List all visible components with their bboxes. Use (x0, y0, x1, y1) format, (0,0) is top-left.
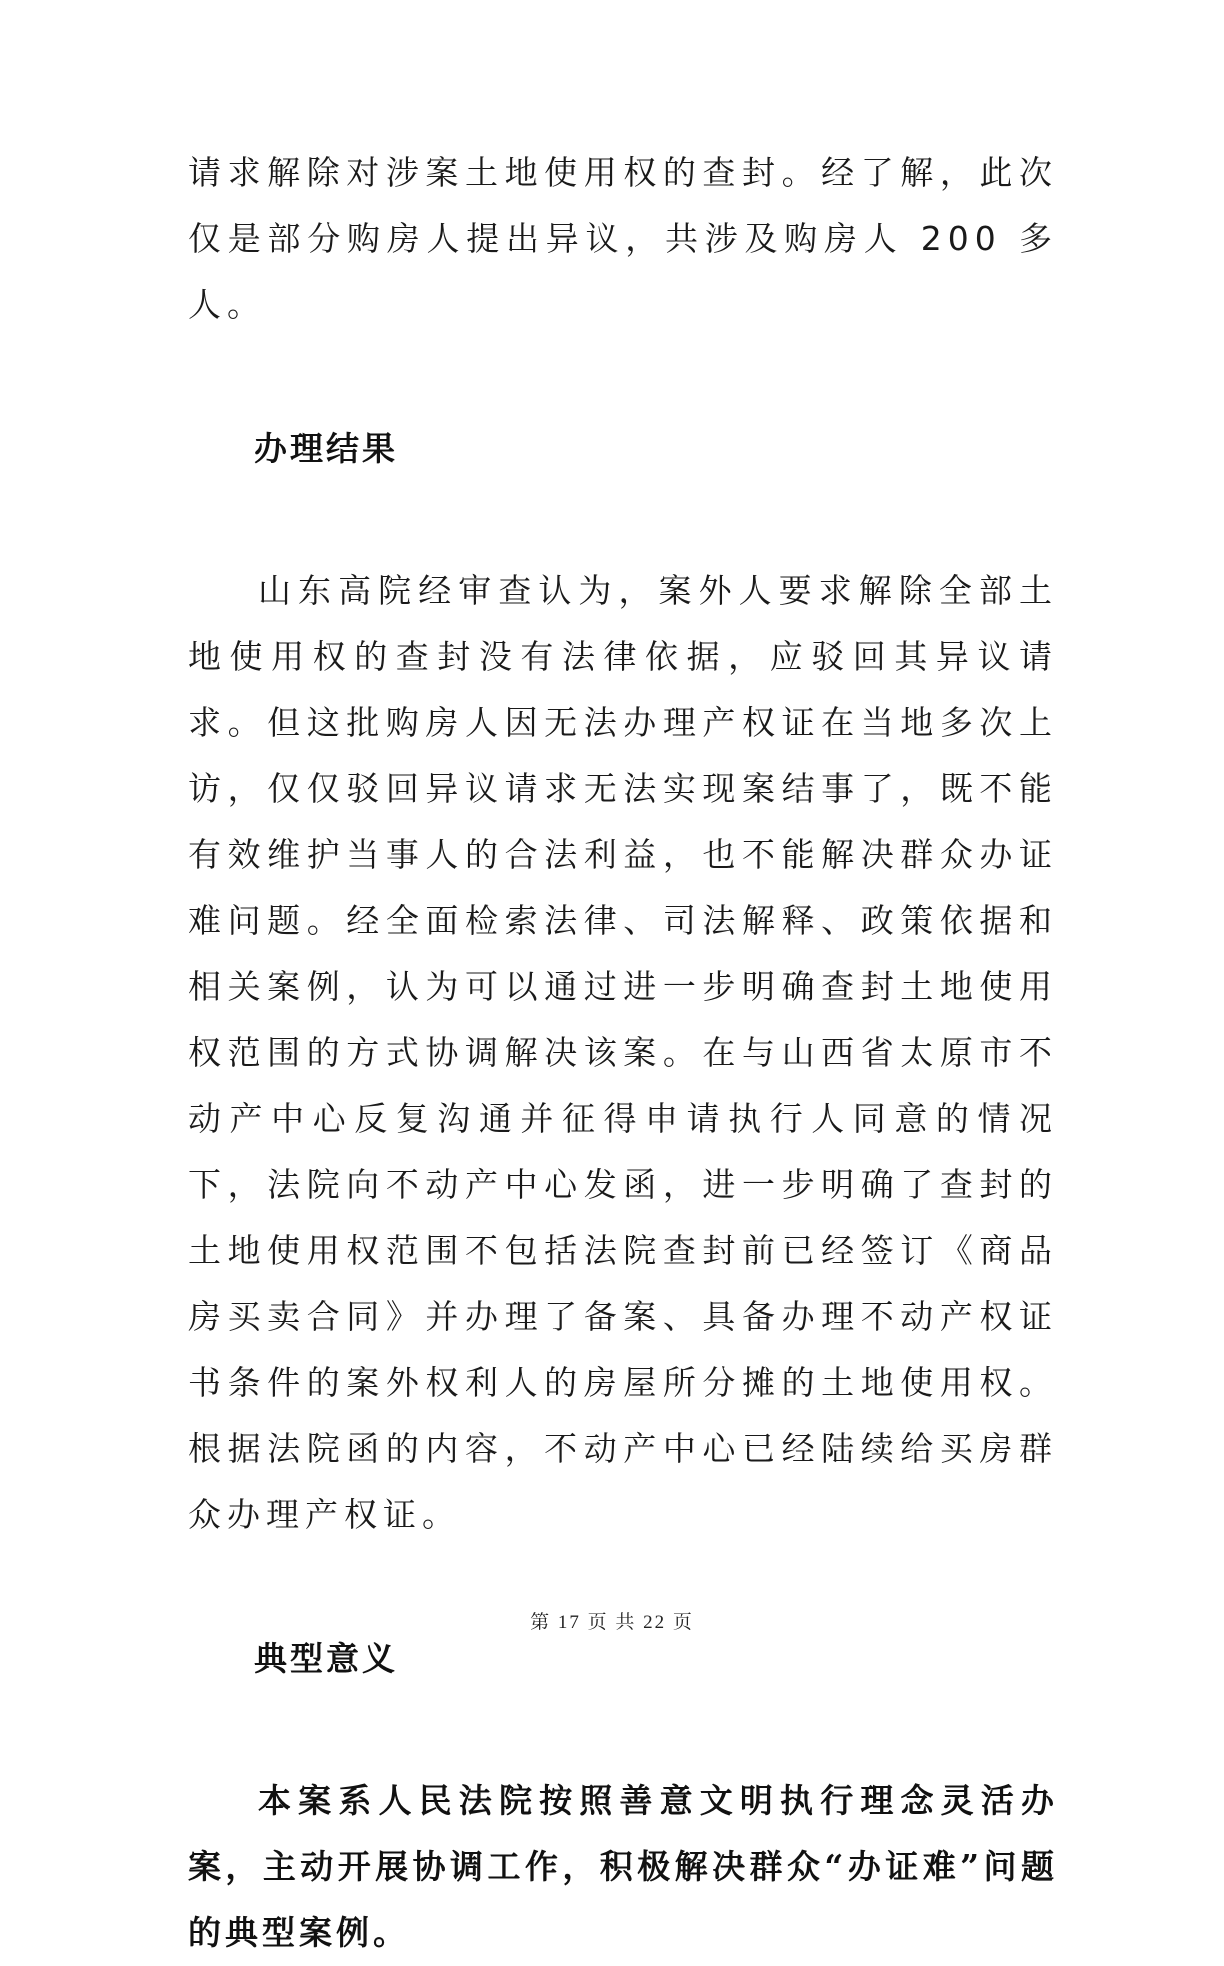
intro-paragraph: 请求解除对涉案土地使用权的查封。经了解，此次仅是部分购房人提出异议，共涉及购房人 200 多人。 (188, 153, 1058, 324)
section-heading-significance: 典型意义 (254, 1639, 398, 1678)
result-paragraph: 山东高院经审查认为，案外人要求解除全部土地使用权的查封没有法律依据，应驳回其异议请求。但这批购房人因无法办理产权证在当地多次上访，仅仅驳回异议请求无法实现案结事了，既不能有效维护当事人的合法利益，也不能解决群众办证难问题。经全面检索法律、司法解释、政策依据和相关案例，认为可以通过进一步明确查封土地使用权范围的方式协调解决该案。在与山西省太原市不动产中心反复沟通并征得申请执行人同意的情况下，法院向不动产中心发函，进一步明确了查封的土地使用权范围不包括法院查封前已经签订《商品房买卖合同》并办理了备案、具备办理不动产权证书条件的案外权利人的房屋所分摊的土地使用权。根据法院函的内容，不动产中心已经陆续给买房群众办理产权证。 (188, 571, 1058, 1534)
section-heading-result: 办理结果 (254, 429, 398, 468)
page-number-footer: 第 17 页 共 22 页 (530, 1612, 694, 1633)
significance-paragraph: 本案系人民法院按照善意文明执行理念灵活办案，主动开展协调工作，积极解决群众“办证难”问题的典型案例。 (188, 1781, 1058, 1952)
document-content (188, 140, 1058, 1966)
